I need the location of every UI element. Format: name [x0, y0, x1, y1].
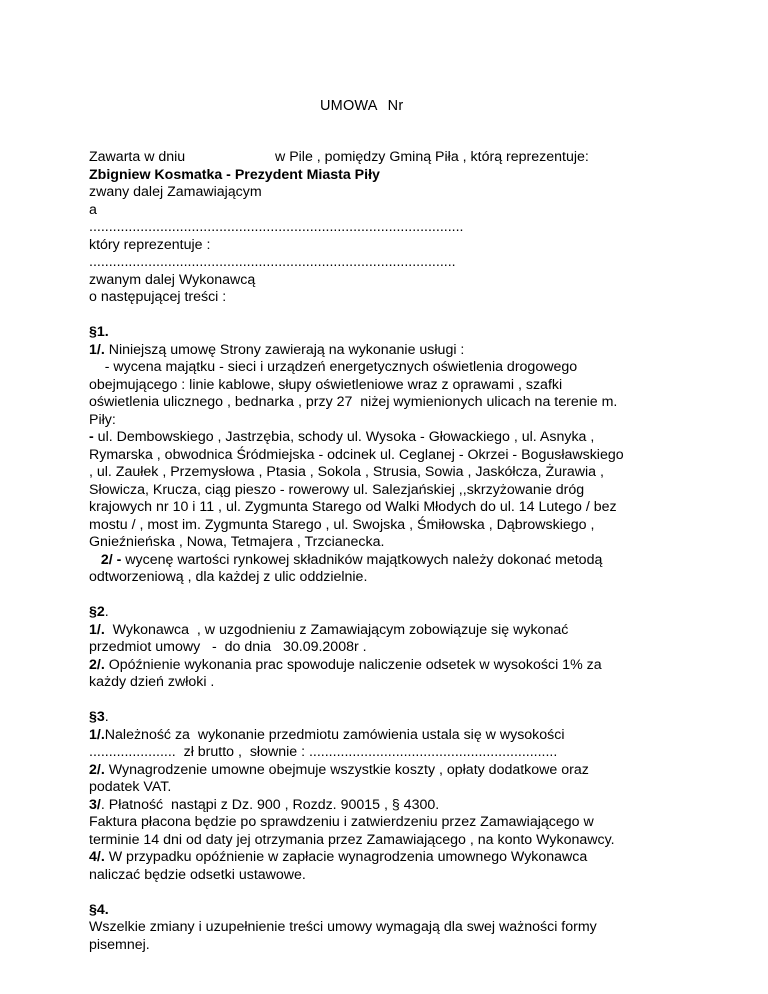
s1-l11: mostu / , most im. Zygmunta Starego , ul. Swojska , Śmiłowska , Dąbrowskiego ,: [89, 516, 595, 533]
s3-l8: W przypadku opóźnienie w zapłacie wynagrodzenia umownego Wykonawca: [104, 849, 588, 865]
section-3-heading: [89, 709, 689, 727]
dotted-line-representative: .............................................................................................: [89, 254, 456, 270]
s1-l12: Gnieźnieńska , Nowa, Tetmajera , Trzcianecka.: [89, 534, 385, 550]
title-nr: Nr: [387, 98, 404, 114]
s4-l2: pisemnej.: [89, 936, 150, 953]
s3-l4: podatek VAT.: [89, 779, 172, 795]
intro-tresci: o następującej treści :: [89, 289, 227, 305]
page-title: [320, 98, 413, 114]
s2-l4: każdy dzień zwłoki .: [89, 674, 215, 690]
s1-l13: wycenę wartości rynkowej składników majątkowych należy dokonać metodą: [121, 551, 603, 568]
s3-l5: . Płatność nastąpi z Dz. 900 , Rozdz. 90015 , § 4300.: [100, 796, 440, 813]
dotted-line-contractor: ...............................................................................................: [89, 219, 464, 235]
contract-body: [89, 149, 689, 954]
s1-l9: Słowicza, Krucza, ciąg pieszo - rowerowy ul. Salezjańskiej ,,skrzyżowanie dróg: [89, 481, 585, 498]
s3-l2: ...................... zł brutto , słownie : ...............................................................: [89, 744, 558, 760]
section-2-heading: [89, 604, 689, 622]
s3-l9: naliczać będzie odsetki ustawowe.: [89, 866, 306, 883]
s1-line: [89, 429, 689, 447]
s2-l1: Wykonawca , w uzgodnieniu z Zamawiającym zobowiązuje się wykonać: [104, 621, 569, 638]
s3-p2-num: 2/.: [89, 761, 105, 778]
s1-l14: odtworzeniową , dla każdej z ulic oddzielnie.: [89, 569, 368, 585]
s1-l1: Niniejszą umowę Strony zawierają na wykonanie usługi :: [104, 341, 465, 358]
s1-l6: ul. Dembowskiego , Jastrzębia, schody ul. Wysoka - Głowackiego , ul. Asnyka ,: [93, 429, 595, 445]
s2-line: [89, 622, 689, 640]
s1-l4: oświetlenia ulicznego , bednarka , przy 27 niżej wymienionych ulicach na terenie m.: [89, 394, 618, 410]
s1-l10: krajowych nr 10 i 11 , ul. Zygmunta Starego od Walki Młodych do ul. 14 Lutego / bez: [89, 499, 617, 515]
s3-line: [89, 849, 689, 867]
intro-zwanym: zwanym dalej Wykonawcą: [89, 271, 256, 288]
s2-line: [89, 657, 689, 675]
s1-line: [89, 342, 689, 360]
s1-l2: - wycena majątku - sieci i urządzeń energetycznych oświetlenia drogowego: [89, 359, 578, 375]
s3-line: [89, 797, 689, 815]
s2-l2: przedmiot umowy - do dnia 30.09.2008r .: [89, 639, 367, 655]
s1-l3: obejmującego : linie kablowe, słupy oświetleniowe wraz z oprawami , szafki: [89, 376, 563, 393]
s3-head: §3: [89, 709, 105, 725]
s3-head-dot: .: [104, 709, 109, 725]
intro-a: a: [89, 201, 97, 218]
s1-l6-dash: -: [89, 429, 94, 445]
s3-p3-num: 3/: [89, 796, 101, 813]
s1-p2-num: 2/ -: [89, 551, 122, 568]
s2-l3: Opóźnienie wykonania prac spowoduje naliczenie odsetek w wysokości 1% za: [104, 656, 602, 673]
s1-line: [89, 552, 689, 570]
mayor-line: Zbigniew Kosmatka - Prezydent Miasta Piły: [89, 166, 380, 183]
s2-head: §2: [89, 604, 105, 620]
section-1-heading: §1.: [89, 324, 109, 340]
s1-p1-num: 1/.: [89, 341, 105, 358]
intro-pila: w Pile , pomiędzy Gminą Piła , którą reprezentuje:: [275, 149, 589, 165]
s2-p1-num: 1/.: [89, 621, 105, 638]
intro-zwany: zwany dalej Zamawiającym: [89, 184, 262, 200]
s2-head-dot: .: [104, 604, 109, 620]
s3-l1: Należność za wykonanie przedmiotu zamówienia ustala się w wysokości: [104, 726, 565, 743]
intro-zawarta: Zawarta w dniu: [89, 149, 186, 165]
s3-l7: terminie 14 dni od daty jej otrzymania przez Zamawiającego , na konto Wykonawcy.: [89, 831, 615, 848]
s1-l5: Piły:: [89, 411, 116, 428]
s2-p2-num: 2/.: [89, 656, 105, 673]
s4-l1: Wszelkie zmiany i uzupełnienie treści umowy wymagają dla swej ważności formy: [89, 919, 597, 935]
s1-l7: Rymarska , obwodnica Śródmiejska - odcinek ul. Ceglanej - Okrzei - Bogusławskiego: [89, 446, 624, 463]
s3-l6: Faktura płacona będzie po sprawdzeniu i zatwierdzeniu przez Zamawiającego w: [89, 814, 594, 830]
title-umowa: UMOWA: [320, 98, 378, 114]
s3-p1-num: 1/.: [89, 726, 105, 743]
s3-line: [89, 762, 689, 780]
s3-line: [89, 727, 689, 745]
s3-p4-num: 4/.: [89, 849, 105, 865]
section-4-heading: §4.: [89, 901, 109, 918]
s1-l8: , ul. Zaułek , Przemysłowa , Ptasia , Sokola , Strusia, Sowia , Jaskółcza, Żurawia ,: [89, 464, 604, 480]
intro-ktory: który reprezentuje :: [89, 236, 211, 253]
intro-line: [89, 149, 689, 167]
s3-l3: Wynagrodzenie umowne obejmuje wszystkie koszty , opłaty dodatkowe oraz: [104, 761, 589, 778]
